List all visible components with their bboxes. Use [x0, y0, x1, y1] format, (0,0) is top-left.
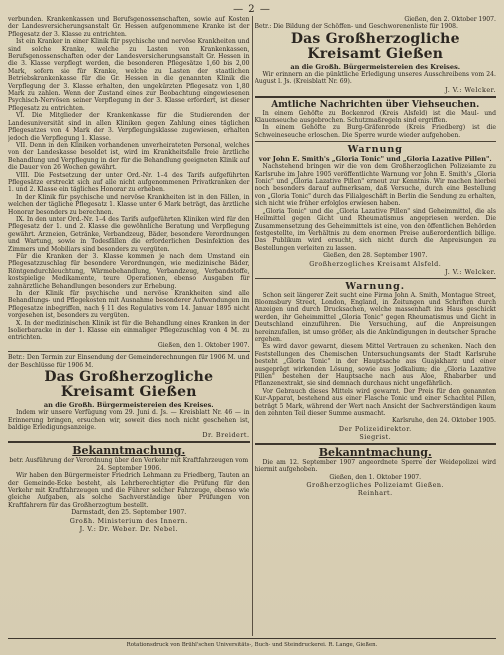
- signature: Großherzogliches Kreisamt Alsfeld.: [309, 259, 442, 268]
- printer-footer: Rotationsdruck von Brühl'schen Universitäts-, Buch- und Steindruckerei. R. Lange, Gießen.: [8, 638, 496, 651]
- warning-subheading: vor John E. Smith's „Gloria Tonic" und „Gloria Lazative Pillen".: [258, 155, 492, 164]
- subject-line: Betr.: Die Bildung der Schöffen- und Geschworenenliste für 1908.: [254, 23, 458, 31]
- kreisamt-subheading: an die Großh. Bürgermeistereien des Kreises.: [290, 62, 461, 71]
- signature: Reinhart.: [357, 489, 393, 498]
- left-paragraph: Wir haben den Bürgermeister Friedrich Lehmann zu Friedberg, Tauten an der Gemeinde-Ecke besteht, als Lehrberechtigter die Prüfung für den Verkehr mit Kraftfahrzeugen und die Führer solcher Fahrzeuge, ebenso wie gleiche Aufgaben, als solche Sachverständige über Prüfungen von Kraftfahrern für das Großherzogtum bestellt.: [8, 472, 250, 509]
- right-paragraph: Es wird davor gewarnt, diesem Mittel Vertrauen zu schenken. Nach den Feststellungen des Chemischen Untersuchungsamts der Stadt Karlsruhe besteht „Gloria Tonic" in der Hauptsache aus Guajakharz und einer ausgeprägt wirkenden Lösung, sowie aus Jodkalium; die „Gloria Lazative Pillen" bestehen der Hauptsache nach aus Aloe, Rhabarber und Pflanzenextrakt, sie sind demnach durchaus nicht ungefährlich.: [254, 343, 496, 388]
- bekanntmachung-heading: Bekanntmachung.: [318, 445, 432, 459]
- signature: J. V.: Welcker.: [445, 85, 496, 94]
- subject-line: Betr.: Den Termin zur Einsendung der Gemeinderechnungen für 1906 M. und der Beschlüsse für 1906 M.: [8, 354, 250, 369]
- right-paragraph: „Gloria Tonic" und die „Gloria Lazative Pillen" sind Geheimmittel, die als Heilmittel gegen Gicht und Rheumatismus angepriesen werden. Die Zusammensetzung des Geheimmittels ist eine, von den öffentlichen Behörden festgestellte, im Verhältnis zu dem enormen Preise außerordentlich billige. Das Publikum wird ersucht, sich nicht durch die Anpreisungen zu Bestellungen verleiten zu lassen.: [254, 207, 496, 252]
- left-paragraph: Indem wir unsere Verfügung vom 29. Juni d. Js. — Kreisblatt Nr. 46 — in Erinnerung bringen, ersuchen wir, soweit dies noch nicht geschehen ist, baldige Erledigungsanzeige.: [8, 409, 250, 431]
- left-paragraph: In der Klinik für psychische und nervöse Krankheiten ist in den Fällen, in welchen der tägliche Pflegesatz 1. Klasse unter 6 Mark beträgt, das ärztliche Honorar besonders zu berechnen.: [8, 193, 250, 216]
- date-line: Gießen, den 2. Oktober 1907.: [404, 16, 496, 23]
- divider: [255, 141, 497, 142]
- page-number: — 2 —: [233, 4, 271, 15]
- date-line: Karlsruhe, den 24. Oktober 1905.: [391, 417, 496, 425]
- viehseuchen-heading: Amtliche Nachrichten über Viehseuchen.: [271, 99, 480, 110]
- kreisamt-heading: Das Großherzogliche Kreisamt Gießen: [44, 369, 214, 401]
- left-paragraph: VIII. Die Festsetzung der unter Ord.-Nr. 1–4 des Tarifs aufgeführten Pflegesätze erstreckt sich auf alle nicht aufgenommenen Privatkranken der 1. und 2. Klasse ein tägliches Honorar zu erheben.: [8, 171, 250, 194]
- signature: Der Polizeidirektor.: [338, 424, 412, 433]
- signature: Großherzogliches Polizeiamt Gießen.: [306, 481, 445, 490]
- left-column: [8, 16, 250, 636]
- columns: [8, 16, 496, 636]
- signature: Siegrist.: [359, 432, 392, 441]
- divider: [255, 96, 497, 98]
- right-paragraph: Schon seit längerer Zeit sucht eine Firma John A. Smith, Montague Street, Bloomsbury Street, London, England, in Zeitungen und Schriften durch Anzeigen und durch Drucksachen, welche massenhaft ins Haus geschickt werden, ihr Geheimmittel „Gloria Tonic" gegen Rheumatismus und Gicht in Deutschland einzuführen. Die Versuchung, auf die Anpreisungen hereinzufallen, ist umso größer, als die Ankündigungen in deutscher Sprache ergehen.: [254, 291, 496, 343]
- kreisamt-heading: Das Großherzogliche Kreisamt Gießen: [290, 30, 460, 62]
- left-paragraph: IX. In den unter Ord.-Nr. 1–4 des Tarifs aufgeführten Kliniken wird für den Pflegesatz der 1. und 2. Klasse die gewöhnliche Beratung und Verpflegung gewährt. Arzneien, Getränke, Verbandzeug, Bäder, besondere Verordnungen und Wartung, sowie in Todesfällen die erforderlichen Desinfektion des Zimmers und Mobiliars sind besonders zu vergüten.: [8, 215, 250, 253]
- left-intro: verbunden. Krankenkassen und Berufsgenossenschaften, sowie auf Kosten der Landesversicherungsanstalt Gr. Hessen aufgenommene Kranke ist der Pflegesatz der 3. Klasse zu entrichten.: [8, 16, 250, 38]
- right-paragraph: In einem Gehöfte zu Burg-Gräfenrode (Kreis Friedberg) ist die Schweineseuche erloschen. Die Sperre wurde wieder aufgehoben.: [254, 124, 496, 139]
- signature: Großh. Ministerium des Innern.: [69, 516, 188, 525]
- right-column: [255, 16, 497, 636]
- signature: J. V.: Welcker.: [445, 267, 496, 276]
- warning-heading: Warnung: [347, 144, 403, 156]
- left-paragraph: VII. Denn in den Kliniken vorhandenen unverheirateten Personal, welches von der Landeskasse besoldet ist, wird im Krankheitsfalle freie ärztliche Behandlung und Verpflegung in der für die Behandlung geeigneten Klinik auf die Dauer von 26 Wochen gewährt.: [8, 141, 250, 172]
- date-line: Darmstadt, den 25. September 1907.: [71, 509, 187, 517]
- divider: [255, 278, 497, 279]
- date-line: Gießen, den 28. September 1907.: [323, 252, 428, 260]
- left-paragraph: In der Klinik für psychische und nervöse Krankheiten sind alle Behandlungs- und Pflegekosten mit Ausnahme besonderer Aufwendungen im Pflegesatze inbegriffen, nach § 11 des Regulativs vom 14. Januar 1895 nicht vorgesehen ist, besonders zu vergüten.: [8, 290, 250, 320]
- left-paragraph: VI. Die Mitglieder der Krankenkasse für die Studierenden der Landesuniversität sind in allen Kliniken gegen Zahlung eines täglichen Pflegesatzes von 4 Mark der 3. Verpflegungsklasse zugewiesen, erhalten jedoch die Verpflegung 1. Klasse.: [8, 112, 250, 142]
- divider: [8, 351, 250, 352]
- divider: [255, 443, 497, 445]
- kreisamt-subheading: an die Großh. Bürgermeistereien des Kreises.: [43, 401, 214, 410]
- date-line: Gießen, den 1. Oktober 1907.: [157, 341, 250, 349]
- warning-heading: Warnung.: [345, 280, 406, 292]
- right-paragraph: Die am 12. September 1907 angeordnete Sperre der Weidepolizei wird hiermit aufgehoben.: [254, 458, 496, 474]
- left-paragraph: Für die Kranken der 3. Klasse kommen je nach dem Umstand ein Pflegesatzzuschlag für besondere Verordnungen, wie medizinische Bäder, Röntgendurchleuchtung, Wärmebehandlung, Verbandzeug, Verbandstoffe, kostspielige Medikamente, teure Operationen, ebenso Ausgaben für zahnärztliche Behandlungen besonders zur Erhebung.: [8, 253, 250, 290]
- right-paragraph: Nachstehend bringen wir die von dem Großherzoglichen Polizeiamte zu Karlsruhe im Jahre 1905 veröffentlichte Warnung vor John E. Smith's „Gloria Tonic" und „Gloria Lazative Pillen" erneut zur Kenntnis. Wir machen hierbei noch besonders darauf aufmerksam, daß Versuche, durch eine Bestellung von „Gloria Tonic" durch das Filialgeschäft in Berlin die Sendung zu erhalten, sich nicht wie früher erfolglos erwiesen haben.: [254, 163, 496, 208]
- signature: Dr. Breidert.: [202, 431, 250, 440]
- subject-line: betr. Ausführung der Verordnung über den Verkehr mit Kraftfahrzeugen vom 24. September 1906.: [9, 457, 249, 472]
- right-paragraph: Wir erinnern an die pünktliche Erledigung unseres Ausschreibens vom 24. August l. Js. (Kreisblatt Nr. 69).: [254, 70, 496, 86]
- date-line: Gießen, den 1. Oktober 1907.: [329, 473, 422, 481]
- left-paragraph: X. In der medizinischen Klinik ist für die Behandlung eines Kranken in der Isolierbaracke in der 1. Klasse ein einmaliger Pflegezuschlag von 4 M. zu entrichten.: [8, 319, 250, 342]
- divider: [8, 441, 250, 443]
- right-paragraph: In einem Gehöfte zu Bockenrod (Kreis Alsfeld) ist die Maul- und Klauenseuche ausgebrochen. Schutzmaßregeln sind ergriffen.: [254, 109, 496, 125]
- right-paragraph: Vor Gebrauch dieses Mittels wird gewarnt. Der Preis für den genannten Kur-Apparat, bestehend aus einer Flasche Tonic und einer Schachtel Pillen, beträgt 5 Mark, während der Wert nach Ansicht der Sachverständigen kaum den zehnten Teil dieser Summe ausmacht.: [254, 387, 496, 418]
- left-paragraph: Ist ein Kranker in einer Klinik für psychische und nervöse Krankheiten und sind solche Kranke, welche zu Lasten von Krankenkassen, Berufsgenossenschaften oder der Landesversicherungsanstalt Gr. Hessen in die 3. Klasse verpflegt werden, die besonderen Pflegesätze 1,60 bis 2,00 Mark, sofern sie für Kranke, welche zu Lasten der staatlichen Betriebskrankenkasse für die Gr. Hessen in die genannten Klinik die Verpflegung der 3. Klasse erhalten, den ungekürzten Pflegesatz von 1,80 Mark zu zahlen. Wenn der Zustand eines zur Beobachtung eingewiesenen Psychisch-Nervösen seiner Verpflegung in der 3. Klasse erfordert, ist dieser Pflegesatz zu entrichten.: [8, 38, 250, 112]
- column-rule: [252, 16, 253, 636]
- bekanntmachung-heading: Bekanntmachung.: [72, 444, 186, 458]
- signature: J. V.: Dr. Weber. Dr. Nebel.: [79, 524, 178, 533]
